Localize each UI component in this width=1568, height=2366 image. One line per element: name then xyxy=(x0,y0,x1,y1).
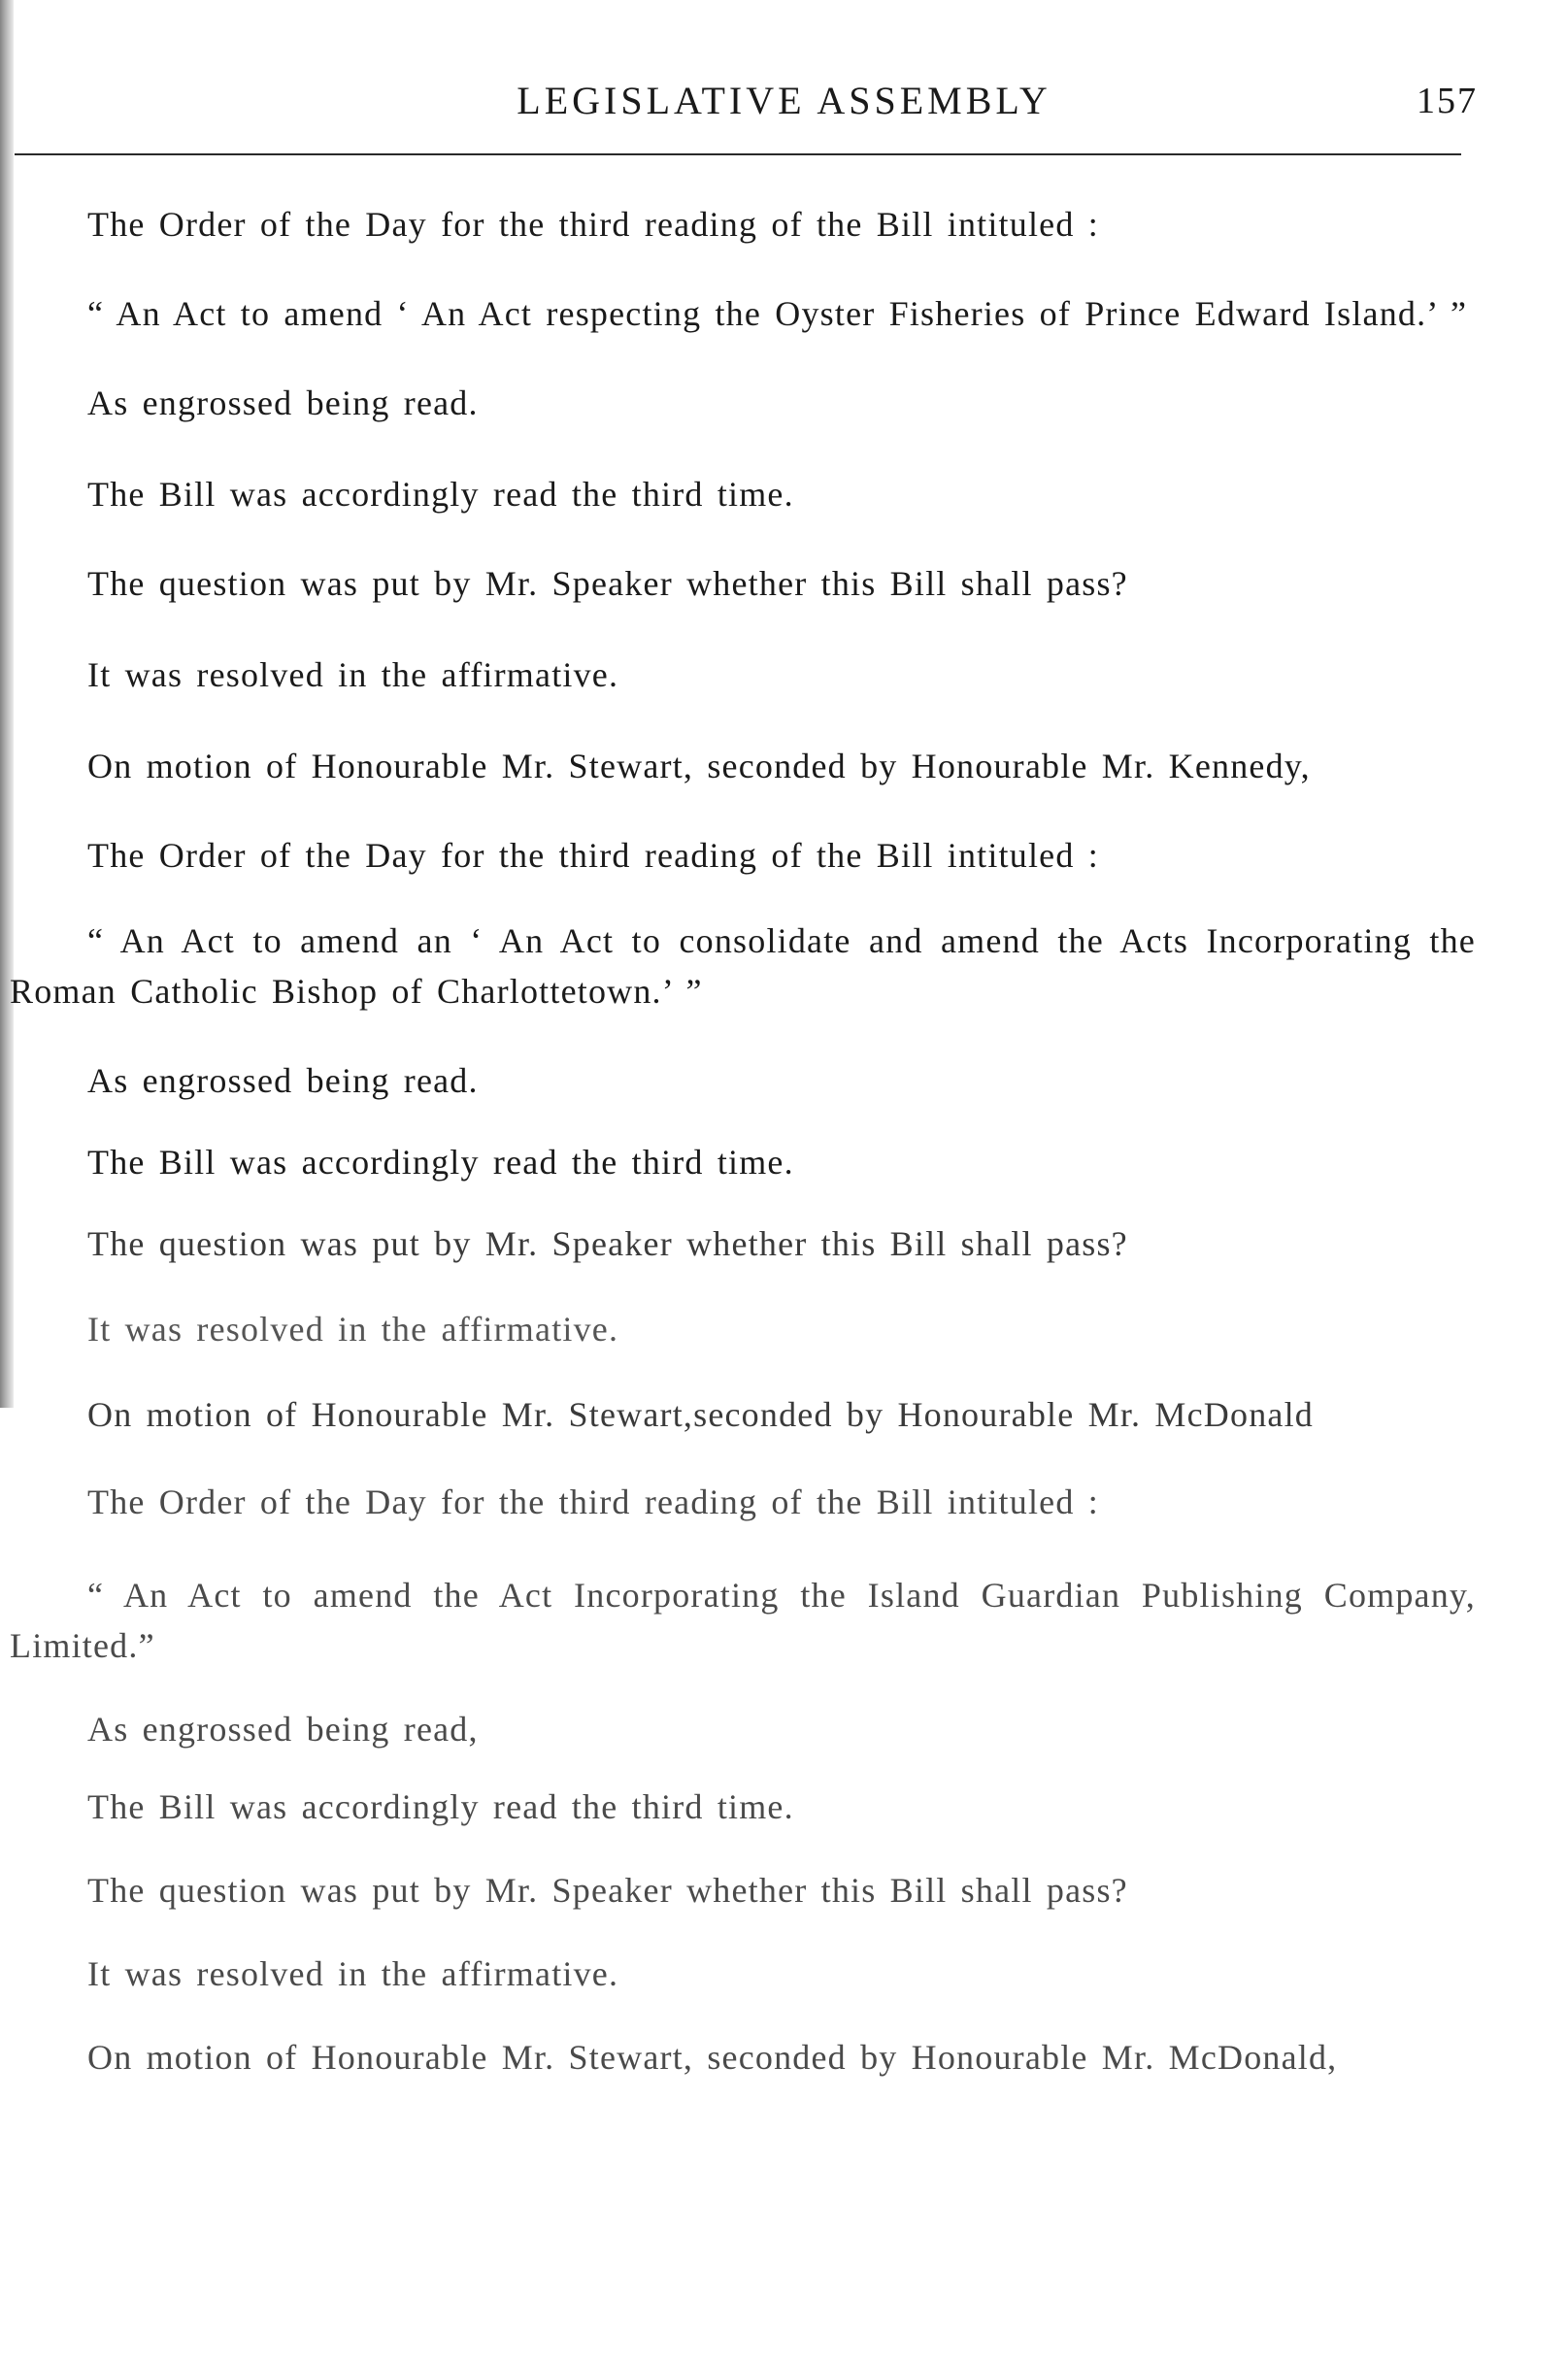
bill-title: “ An Act to amend an ‘ An Act to consolidate and amend the Acts Incorporating the Roman Catholic Bishop of Charlottetown.’ ” xyxy=(10,921,1476,1011)
page-header xyxy=(0,68,1568,126)
paragraph: The Order of the Day for the third reading of the Bill intituled : xyxy=(87,1483,1099,1521)
motion-paragraph: On motion of Honourable Mr. Stewart,seconded by Honourable Mr. McDonald xyxy=(87,1395,1314,1434)
paragraph: It was resolved in the affirmative. xyxy=(87,655,619,694)
paragraph: The Order of the Day for the third reading of the Bill intituled : xyxy=(87,836,1099,875)
header-rule xyxy=(15,153,1461,155)
paragraph: The Bill was accordingly read the third time. xyxy=(87,1143,794,1182)
motion-paragraph: On motion of Honourable Mr. Stewart, seconded by Honourable Mr. McDonald, xyxy=(87,2038,1338,2077)
bill-title: “ An Act to amend ‘ An Act respecting the Oyster Fisheries of Prince Edward Island.’ ” xyxy=(87,294,1468,333)
page-number: 157 xyxy=(1417,81,1478,121)
paragraph: It was resolved in the affirmative. xyxy=(87,1954,619,1993)
paragraph: As engrossed being read, xyxy=(87,1710,479,1749)
motion-paragraph: On motion of Honourable Mr. Stewart, seconded by Honourable Mr. Kennedy, xyxy=(87,747,1311,785)
running-title: LEGISLATIVE ASSEMBLY xyxy=(517,79,1051,122)
paragraph: As engrossed being read. xyxy=(87,1061,479,1100)
paragraph: The question was put by Mr. Speaker whether this Bill shall pass? xyxy=(87,564,1128,603)
paragraph: The question was put by Mr. Speaker whether this Bill shall pass? xyxy=(87,1871,1128,1910)
paragraph: The Bill was accordingly read the third time. xyxy=(87,475,794,514)
paragraph: It was resolved in the affirmative. xyxy=(87,1310,619,1349)
paragraph: As engrossed being read. xyxy=(87,383,479,422)
bill-title: “ An Act to amend the Act Incorporating the Island Guardian Publishing Company, Limited.” xyxy=(10,1576,1476,1665)
page-body xyxy=(10,199,1476,2083)
paragraph: The question was put by Mr. Speaker whether this Bill shall pass? xyxy=(87,1224,1128,1263)
paragraph: The Order of the Day for the third reading of the Bill intituled : xyxy=(87,205,1099,244)
paragraph: The Bill was accordingly read the third time. xyxy=(87,1787,794,1826)
